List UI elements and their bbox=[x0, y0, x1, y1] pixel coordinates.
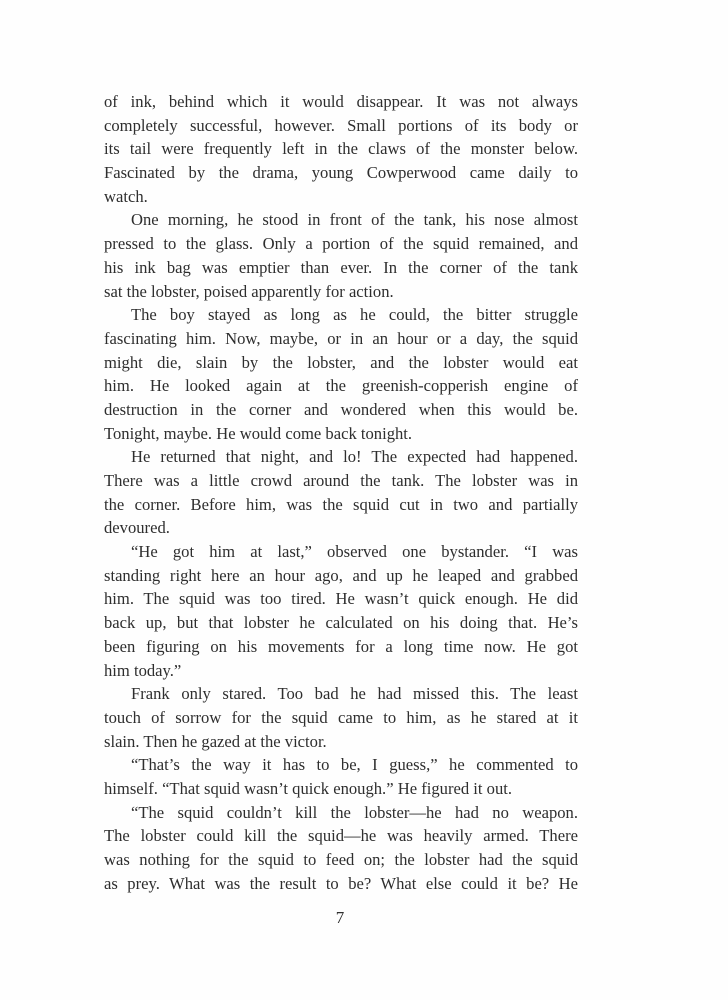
paragraph bbox=[104, 208, 578, 303]
text-line: fascinating him. Now, maybe, or in an hour or a day, the squid bbox=[104, 328, 578, 348]
text-line: destruction in the corner and wondered when this would be. bbox=[104, 399, 578, 419]
text-line: There was a little crowd around the tank. The lobster was in bbox=[104, 471, 578, 490]
text-line: “He got him at last,” observed one bystander. “I was bbox=[131, 542, 578, 562]
page-number: 7 bbox=[335, 908, 345, 927]
text-line: might die, slain by the lobster, and the lobster would eat bbox=[104, 352, 578, 372]
text-line: “The squid couldn’t kill the lobster—he had no weapon. bbox=[131, 802, 578, 822]
text-line: him today.” bbox=[104, 660, 182, 680]
text-line: its tail were frequently left in the claws of the monster below. bbox=[104, 139, 578, 159]
text-line: his ink bag was emptier than ever. In the corner of the tank bbox=[104, 257, 578, 277]
paragraph bbox=[104, 801, 578, 896]
text-line: touch of sorrow for the squid came to him, as he stared at it bbox=[104, 707, 578, 727]
text-line: him. The squid was too tired. He wasn’t quick enough. He did bbox=[104, 589, 578, 609]
text-line: completely successful, however. Small portions of its body or bbox=[104, 115, 578, 135]
text-line: One morning, he stood in front of the tank, his nose almost bbox=[131, 210, 578, 230]
text-line: slain. Then he gazed at the victor. bbox=[104, 731, 327, 751]
text-line: the corner. Before him, was the squid cut in two and partially bbox=[104, 494, 578, 514]
paragraph bbox=[104, 445, 578, 540]
body-text bbox=[104, 90, 578, 895]
paragraph bbox=[104, 90, 578, 208]
text-line: him. He looked again at the greenish-copperish engine of bbox=[104, 376, 578, 396]
text-line: sat the lobster, poised apparently for action. bbox=[104, 281, 394, 301]
text-line: The lobster could kill the squid—he was heavily armed. There bbox=[104, 826, 578, 846]
text-line: himself. “That squid wasn’t quick enough.” He figured it out. bbox=[104, 778, 512, 798]
text-line: pressed to the glass. Only a portion of the squid remained, and bbox=[104, 234, 578, 254]
text-line: Frank only stared. Too bad he had missed this. The least bbox=[131, 684, 578, 704]
text-line: The boy stayed as long as he could, the bitter struggle bbox=[131, 305, 578, 325]
text-line: Fascinated by the drama, young Cowperwood came daily to bbox=[104, 163, 578, 183]
paragraph bbox=[104, 682, 578, 753]
text-line: was nothing for the squid to feed on; the lobster had the squid bbox=[104, 850, 578, 869]
text-line: been figuring on his movements for a long time now. He got bbox=[104, 636, 578, 656]
text-line: devoured. bbox=[104, 518, 170, 538]
paragraph bbox=[104, 753, 578, 800]
text-line: He returned that night, and lo! The expected had happened. bbox=[131, 447, 578, 467]
text-line: as prey. What was the result to be? What else could it be? He bbox=[104, 873, 578, 893]
paragraph bbox=[104, 303, 578, 445]
paragraph bbox=[104, 540, 578, 682]
text-line: watch. bbox=[104, 186, 148, 206]
text-line: standing right here an hour ago, and up he leaped and grabbed bbox=[104, 565, 578, 585]
text-line: of ink, behind which it would disappear. It was not always bbox=[104, 92, 578, 111]
text-line: “That’s the way it has to be, I guess,” he commented to bbox=[131, 755, 578, 775]
text-line: Tonight, maybe. He would come back tonight. bbox=[104, 423, 413, 443]
text-line: back up, but that lobster he calculated on his doing that. He’s bbox=[104, 613, 578, 633]
